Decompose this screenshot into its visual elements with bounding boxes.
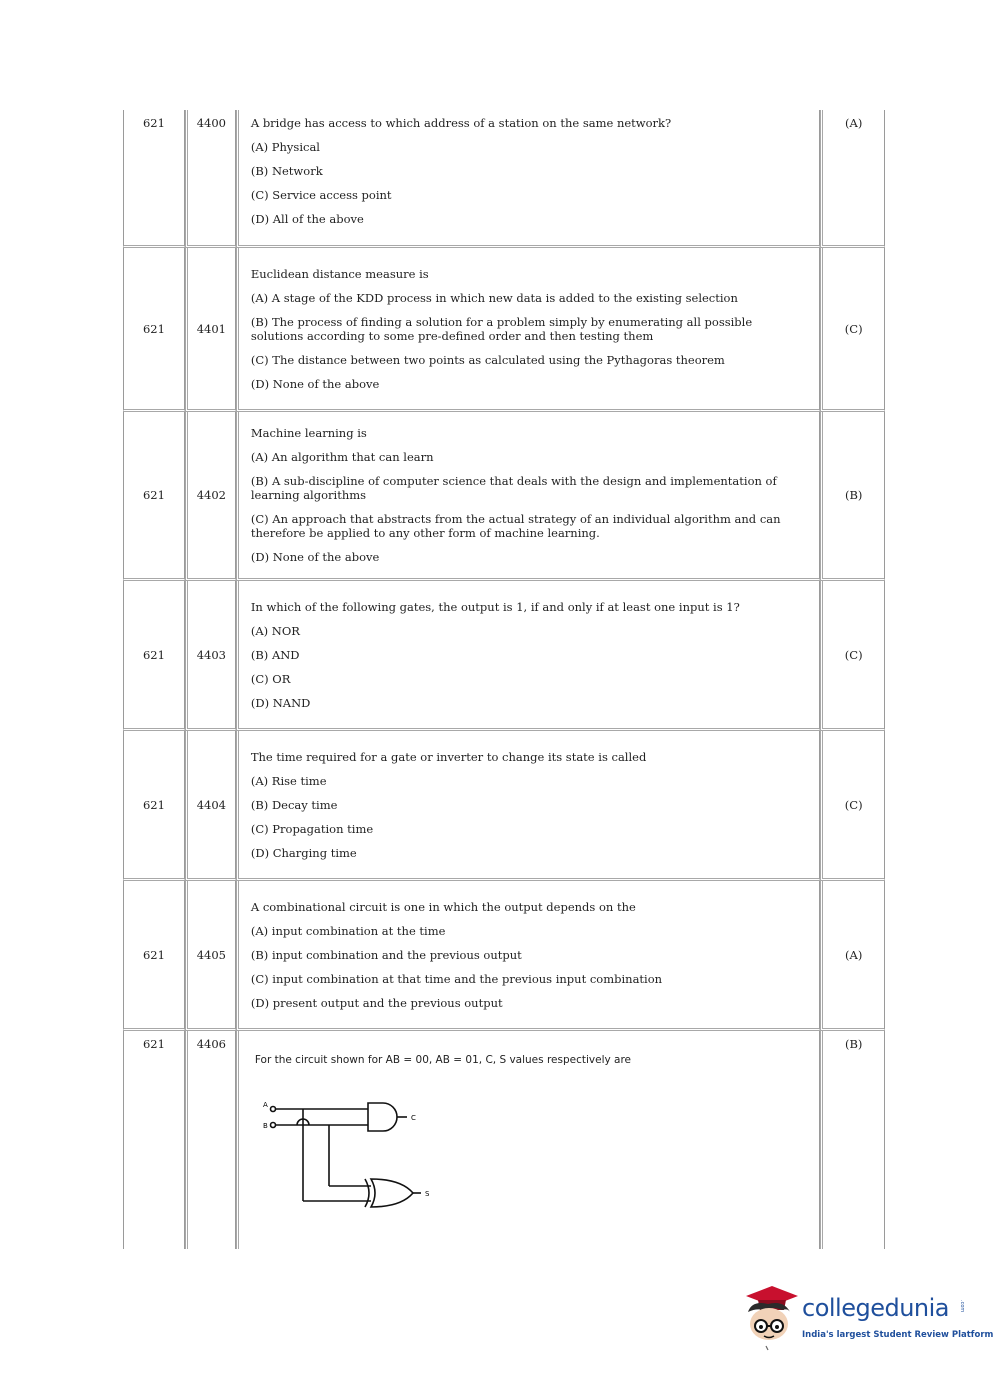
question-text: Euclidean distance measure is [250, 266, 429, 281]
option-a: (A) A stage of the KDD process in which new data is added to the existing selection [250, 290, 738, 305]
question-number: 4404 [185, 731, 236, 881]
subject-code: 621 [123, 412, 185, 581]
table-row [123, 881, 885, 1031]
subject-code: 621 [123, 881, 185, 1031]
question-table [123, 110, 885, 1249]
option-b: (B) The process of finding a solution for a problem simply by enumerating all possible solutions according to some pre-defined order and then testing them [250, 314, 753, 343]
option-b: (B) Network [250, 164, 323, 178]
table-row [123, 110, 885, 248]
question-text: For the circuit shown for AB = 00, AB = 01, C, S values respectively are [254, 1054, 632, 1066]
option-d: (D) All of the above [250, 212, 364, 226]
question-text: In which of the following gates, the output is 1, if and only if at least one input is 1? [250, 599, 740, 614]
logo-tagline: India's largest Student Review Platform [802, 1330, 994, 1340]
option-c: (C) OR [250, 671, 291, 686]
question-cell [236, 412, 821, 581]
subject-code: 621 [123, 110, 185, 248]
mascot-icon [738, 1282, 800, 1352]
question-text: A bridge has access to which address of a station on the same network? [250, 116, 672, 130]
option-b: (B) A sub-discipline of computer science that deals with the design and implementation of learning algorithms [250, 474, 777, 502]
question-cell [236, 248, 821, 412]
input-b-label: B [262, 1122, 268, 1130]
question-number: 4402 [185, 412, 236, 581]
answer-key: (C) [820, 581, 885, 731]
option-d: (D) Charging time [250, 845, 357, 860]
option-c: (C) input combination at that time and the previous input combination [250, 971, 663, 986]
answer-key: (C) [820, 731, 885, 881]
question-number: 4400 [185, 110, 236, 248]
option-d: (D) present output and the previous output [250, 995, 503, 1010]
table-row [123, 731, 885, 881]
input-a-label: A [262, 1101, 268, 1109]
question-number: 4401 [185, 248, 236, 412]
question-text: The time required for a gate or inverter to change its state is called [250, 749, 647, 764]
option-b: (B) Decay time [250, 797, 338, 812]
output-c-label: C [410, 1114, 416, 1122]
half-adder-circuit-diagram [261, 1091, 461, 1209]
option-a: (A) An algorithm that can learn [250, 450, 434, 464]
table-row [123, 248, 885, 412]
answer-key: (A) [820, 881, 885, 1031]
option-a: (A) Rise time [250, 773, 327, 788]
option-d: (D) None of the above [250, 550, 380, 564]
table-row [123, 1031, 885, 1249]
subject-code: 621 [123, 248, 185, 412]
option-c: (C) Propagation time [250, 821, 374, 836]
option-c: (C) The distance between two points as calculated using the Pythagoras theorem [250, 352, 725, 367]
answer-key: (B) [820, 412, 885, 581]
option-b: (B) input combination and the previous output [250, 947, 522, 962]
option-a: (A) Physical [250, 140, 320, 154]
question-cell [236, 581, 821, 731]
question-cell [236, 881, 821, 1031]
logo-wordmark: collegedunia [802, 1294, 950, 1322]
answer-key: (C) [820, 248, 885, 412]
question-number: 4403 [185, 581, 236, 731]
option-c: (C) An approach that abstracts from the actual strategy of an individual algorithm and can therefore be applied to any other form of machine learning. [250, 512, 781, 540]
question-text: Machine learning is [250, 426, 367, 440]
question-number: 4406 [185, 1031, 236, 1249]
subject-code: 621 [123, 1031, 185, 1249]
answer-key: (A) [820, 110, 885, 248]
table-row [123, 412, 885, 581]
output-s-label: S [424, 1190, 430, 1198]
question-cell [236, 110, 821, 248]
question-number: 4405 [185, 881, 236, 1031]
question-text: A combinational circuit is one in which the output depends on the [250, 899, 636, 914]
collegedunia-logo [738, 1282, 994, 1362]
option-b: (B) AND [250, 647, 300, 662]
question-cell [236, 731, 821, 881]
option-d: (D) None of the above [250, 376, 380, 391]
table-row [123, 581, 885, 731]
option-c: (C) Service access point [250, 188, 392, 202]
answer-key: (B) [820, 1031, 885, 1249]
subject-code: 621 [123, 731, 185, 881]
logo-suffix: .com [959, 1300, 965, 1313]
option-a: (A) input combination at the time [250, 923, 446, 938]
subject-code: 621 [123, 581, 185, 731]
option-d: (D) NAND [250, 695, 311, 710]
question-cell [236, 1031, 821, 1249]
option-a: (A) NOR [250, 623, 300, 638]
